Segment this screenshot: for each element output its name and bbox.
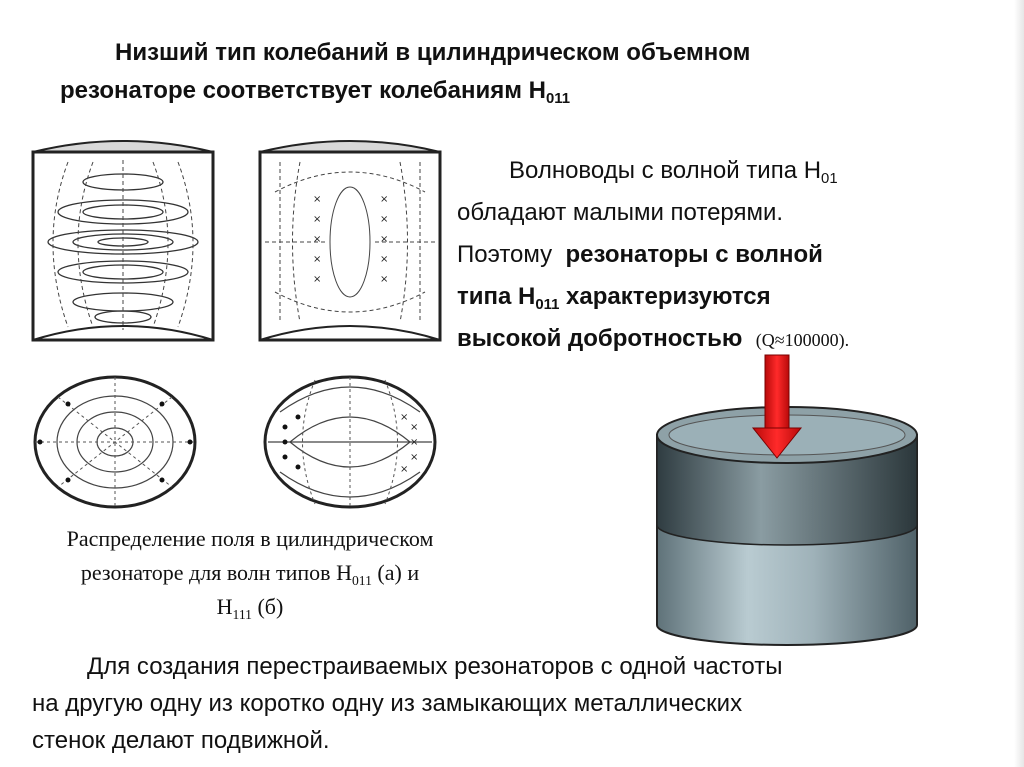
figure-caption [0, 522, 500, 624]
title-line-2: резонаторе соответствует колебаниям $H_{011}$ [60, 77, 570, 108]
field-diagram-h011-top [30, 372, 200, 512]
svg-text:×: × [410, 437, 419, 448]
right-paragraph [457, 150, 977, 361]
caption-line-3: $H_{111}$ (б) [216, 594, 284, 622]
svg-text:×: × [313, 214, 322, 225]
svg-text:×: × [410, 452, 419, 463]
title-line-1: Низший тип колебаний в цилиндрическом объемном [115, 39, 751, 66]
svg-text:×: × [410, 422, 419, 433]
bottom-line-1: Для создания перестраиваемых резонаторов с одной частоты [87, 653, 783, 680]
svg-text:×: × [313, 274, 322, 285]
svg-text:×: × [380, 234, 389, 245]
cylinder-resonator-illustration [650, 350, 925, 650]
bottom-line-2: на другую одну из коротко одну из замыкающих металлических [32, 690, 743, 717]
svg-text:×: × [400, 412, 409, 423]
right-line-5: высокой добротностью (Q≈100000). [457, 325, 850, 352]
bottom-line-3: стенок делают подвижной. [32, 727, 330, 754]
slide-title [60, 34, 960, 110]
svg-text:×: × [380, 214, 389, 225]
field-diagram-h011-side [28, 132, 218, 347]
caption-line-2: резонаторе для волн типов $H_{011}$ (а) и [80, 560, 420, 588]
field-diagram-h111-side [255, 132, 445, 347]
right-line-2: обладают малыми потерями. [457, 199, 784, 226]
svg-text:×: × [400, 464, 409, 475]
svg-text:×: × [380, 254, 389, 265]
svg-text:×: × [380, 274, 389, 285]
svg-text:×: × [313, 254, 322, 265]
right-line-3: Поэтому резонаторы с волной [457, 241, 823, 268]
field-diagram-h111-top [260, 372, 440, 512]
svg-text:×: × [380, 194, 389, 205]
caption-line-1: Распределение поля в цилиндрическом [66, 526, 434, 551]
right-line-1: Волноводы с волной типа $H_{01}$ [509, 157, 838, 188]
svg-text:×: × [313, 194, 322, 205]
right-line-4: типа $H_{011}$ характеризуются [457, 283, 771, 314]
svg-text:×: × [313, 234, 322, 245]
slide-edge-shadow [1014, 0, 1024, 767]
bottom-paragraph [32, 648, 992, 759]
